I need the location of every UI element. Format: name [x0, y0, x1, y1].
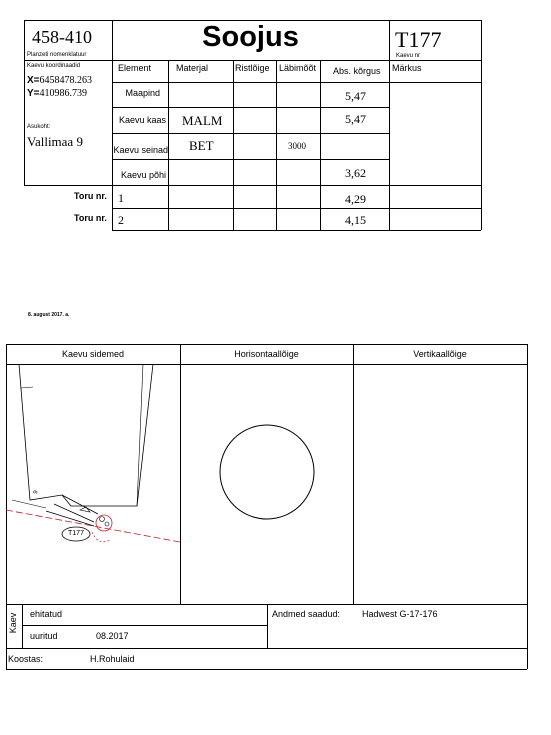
sheet-label: Planzeti nomenklatuur: [27, 52, 87, 58]
document-date: 8. august 2017. a.: [28, 312, 70, 318]
row-element: Kaevu kaas: [118, 115, 166, 125]
well-id: T177: [395, 27, 442, 52]
col-header-abs: Abs. kõrgus: [333, 66, 381, 76]
page-title: Soojus: [202, 21, 299, 53]
col-header-diameter: Läbimõõt: [279, 63, 317, 73]
pipe-abs: 4,29: [345, 192, 366, 206]
row-material: MALM: [182, 113, 223, 128]
row-abs: 3,62: [345, 166, 366, 180]
pipe-abs: 4,15: [345, 213, 366, 227]
well-label: Kaevu nr: [396, 53, 421, 59]
pipe-number: 2: [118, 213, 124, 227]
row-abs: 5,47: [345, 112, 366, 126]
svg-text:9: 9: [33, 490, 40, 495]
pipe-label: Toru nr.: [74, 191, 107, 201]
connections-sketch: [6, 364, 180, 604]
coord-x-label: X=: [27, 75, 40, 86]
building-outline: [19, 364, 153, 506]
location-label: Asukoht:: [27, 124, 51, 130]
panel-title-vertical: Vertikaallõige: [413, 349, 467, 359]
footer-data-value: Hadwest G-17-176: [362, 609, 438, 619]
location-value: Vallimaa 9: [27, 134, 83, 149]
footer-built-label: ehitatud: [30, 609, 63, 619]
row-element: Kaevu seinad: [113, 145, 168, 155]
coord-y-value: 410986.739: [39, 88, 88, 99]
col-header-material: Materjal: [176, 63, 209, 73]
row-material: BET: [189, 138, 214, 153]
coord-x-value: 6458478.263: [39, 75, 93, 86]
footer-surveyed-label: uuritud: [30, 631, 58, 641]
footer-vertical-label: Kaev: [8, 612, 18, 634]
sketch-well-label: T177: [68, 530, 84, 537]
coord-y: [27, 88, 87, 99]
col-header-notes: Märkus: [392, 63, 422, 73]
footer-surveyed-value: 08.2017: [96, 631, 129, 641]
col-header-element: Element: [118, 63, 152, 73]
row-abs: 5,47: [345, 89, 366, 103]
pipe-number: 1: [118, 191, 124, 205]
pipe-label: Toru nr.: [74, 213, 107, 223]
coord-x: [27, 75, 92, 86]
coords-label: Kaevu koordinaadid: [27, 63, 81, 69]
footer-compiler-value: H.Rohulaid: [90, 654, 135, 664]
footer-compiler-label: Koostas:: [8, 654, 44, 664]
footer-data-label: Andmed saadud:: [272, 609, 341, 619]
panel-title-horizontal: Horisontaallõige: [234, 349, 299, 359]
sheet-number: 458-410: [32, 27, 92, 47]
coord-y-label: Y=: [27, 88, 40, 99]
well-section-circle: [220, 425, 314, 519]
row-element: Maapind: [125, 88, 160, 98]
horizontal-section: [180, 364, 353, 604]
row-element: Kaevu põhi: [120, 170, 166, 180]
panel-title-connections: Kaevu sidemed: [61, 349, 125, 359]
row-diameter: 3000: [288, 141, 306, 151]
col-header-cross: Ristlõige: [235, 63, 270, 73]
